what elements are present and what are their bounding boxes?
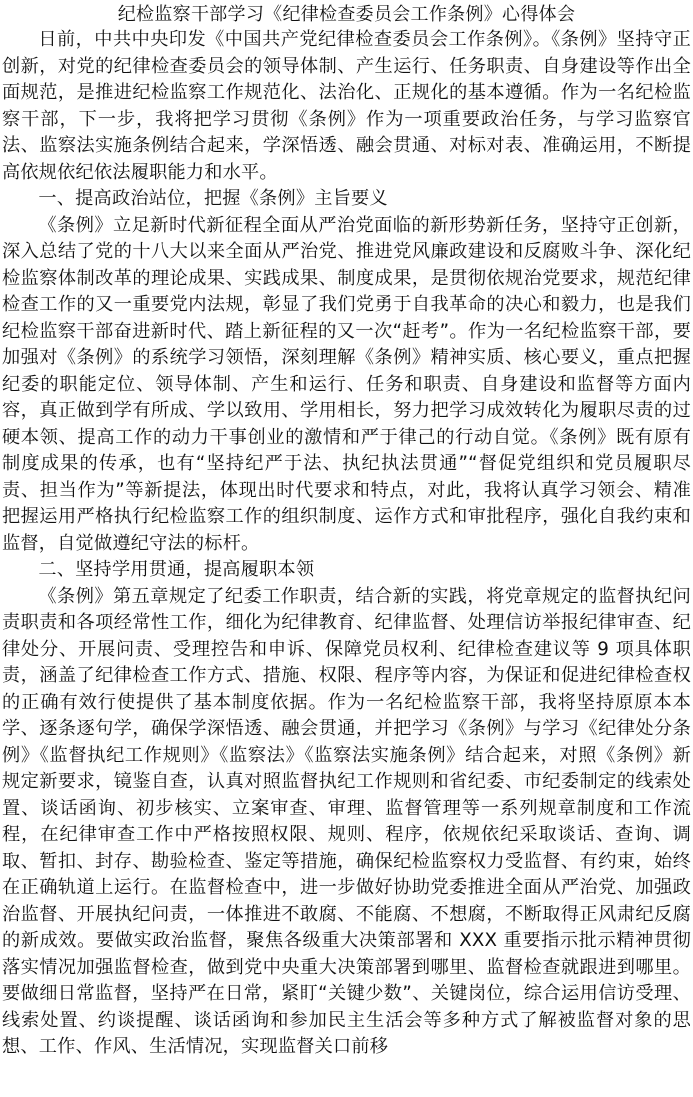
section-1-heading: 一、提高政治站位，把握《条例》主旨要义 (38, 188, 388, 209)
intro-paragraph: 日前，中共中央印发《中国共产党纪律检查委员会工作条例》。《条例》坚持守正创新，对党的纪律检查委员会的领导体制、产生运行、任务职责、自身建设等作出全面规范，是推进纪检监察工作规范化、法治化、正规化的基本遵循。作为一名纪检监察干部，下一步，我将把学习贯彻《条例》作为一项重要政治任务，与学习监察官法、监察法实施条例结合起来，学深悟透、融会贯通、对标对表、准确运用，不断提高依规依纪依法履职能力和水平。 (2, 29, 691, 183)
section-2-heading: 二、坚持学用贯通，提高履职本领 (38, 559, 315, 580)
section-1-body: 《条例》立足新时代新征程全面从严治党面临的新形势新任务，坚持守正创新，深入总结了党的十八大以来全面从严治党、推进党风廉政建设和反腐败斗争、深化纪检监察体制改革的理论成果、实践成果、制度成果，是贯彻依规治党要求，规范纪律检查工作的又一重要党内法规，彰显了我们党勇于自我革命的决心和毅力，也是我们纪检监察干部奋进新时代、踏上新征程的又一次“赶考”。作为一名纪检监察干部，要加强对《条例》的系统学习领悟，深刻理解《条例》精神实质、核心要义，重点把握纪委的职能定位、领导体制、产生和运行、任务和职责、自身建设和监督等方面内容，真正做到学有所成、学以致用、学用相长，努力把学习成效转化为履职尽责的过硬本领、提高工作的动力干事创业的激情和严于律己的行动自觉。《条例》既有原有制度成果的传承，也有“坚持纪严于法、执纪执法贯通”“督促党组织和党员履职尽责、担当作为”等新提法，体现出时代要求和特点，对此，我将认真学习领会、精准把握运用严格执行纪检监察工作的组织制度、运作方式和审批程序，强化自我约束和监督，自觉做遵纪守法的标杆。 (2, 214, 691, 554)
document-title: 纪检监察干部学习《纪律检查委员会工作条例》心得体会 (117, 4, 576, 25)
section-2-body: 《条例》第五章规定了纪委工作职责，结合新的实践，将党章规定的监督执纪问责职责和各项经常性工作，细化为纪律教育、纪律监督、处理信访举报纪律审查、纪律处分、开展问责、受理控告和申诉、保障党员权利、纪律检查建议等 9 项具体职责，涵盖了纪律检查工作方式、措施、权限、程序等内容，为保证和促进纪律检查权的正确有效行使提供了基本制度依据。作为一名纪检监察干部，我将坚持原原本本学、逐条逐句学，确保学深悟透、融会贯通，并把学习《条例》与学习《纪律处分条例》《监督执纪工作规则》《监察法》《监察法实施条例》结合起来，对照《条例》新规定新要求，镜鉴自查，认真对照监督执纪工作规则和省纪委、市纪委制定的线索处置、谈话函询、初步核实、立案审查、审理、监督管理等一系列规章制度和工作流程，在纪律审查工作中严格按照权限、规则、程序，依规依纪采取谈话、查询、调取、暂扣、封存、勘验检查、鉴定等措施，确保纪检监察权力受监督、有约束，始终在正确轨道上运行。在监督检查中，进一步做好协助党委推进全面从严治党、加强政治监督、开展执纪问责，一体推进不敢腐、不能腐、不想腐，不断取得正风肃纪反腐的新成效。要做实政治监督，聚焦各级重大决策部署和 XXX 重要指示批示精神贯彻落实情况加强监督检查，做到党中央重大决策部署到哪里、监督检查就跟进到哪里。要做细日常监督，坚持严在日常，紧盯“关键少数”、关键岗位，综合运用信访受理、线索处置、约谈提醒、谈话函询和参加民主生活会等多种方式了解被监督对象的思想、工作、作风、生活情况，实现监督关口前移 (2, 585, 691, 1057)
